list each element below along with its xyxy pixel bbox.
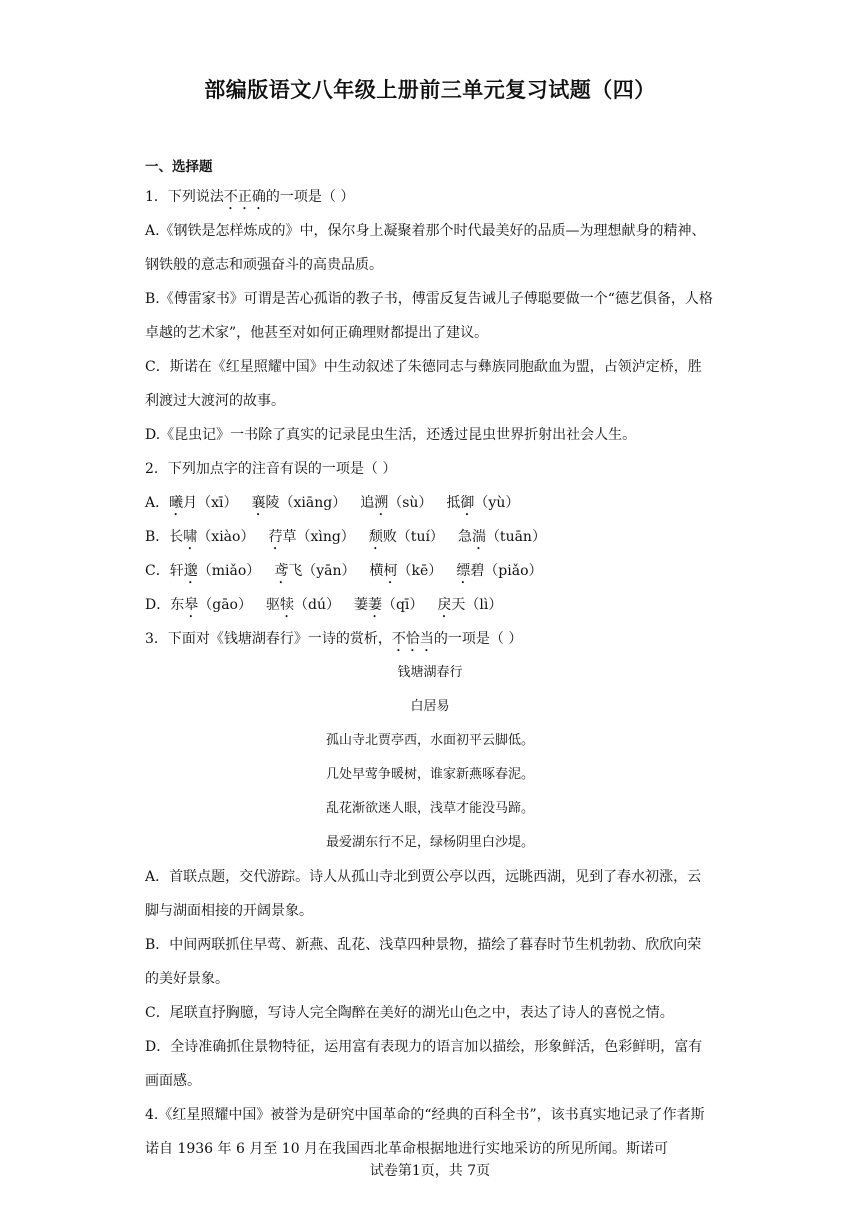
dotted-character: 颓 xyxy=(368,529,383,545)
poem-author: 白居易 xyxy=(410,699,450,714)
option-label: C． xyxy=(145,563,170,579)
pinyin-item: 轩邈（miǎo） xyxy=(169,563,261,579)
question-3-stem: 3．下面对《钱塘湖春行》一诗的赏析，不恰当的一项是（ ） xyxy=(145,631,523,647)
pinyin-item: 缥碧（piǎo） xyxy=(456,563,543,579)
exam-content xyxy=(145,154,715,1166)
dotted-character: 襄 xyxy=(251,495,266,511)
pinyin-item: 荇草（xìng） xyxy=(268,529,355,545)
pinyin-item: 曦月（xī） xyxy=(169,495,238,511)
dotted-character: 邈 xyxy=(183,563,198,579)
pinyin-item: 鸢飞（yān） xyxy=(274,563,356,579)
dotted-character: 鸢 xyxy=(274,563,289,579)
pinyin-item: 抵御（yù） xyxy=(446,495,520,511)
poem-line: 孤山寺北贾亭西，水面初平云脚低。 xyxy=(325,733,534,748)
question-1-option-b: B.《傅雷家书》可谓是苦心孤诣的教子书，傅雷反复告诫儿子傅聪要做一个“德艺俱备，人格卓越的艺术家”，他甚至对如何正确理财都提出了建议。 xyxy=(145,291,713,341)
dotted-character: 曦 xyxy=(169,495,184,511)
pinyin-item: 颓败（tuí） xyxy=(368,529,444,545)
dotted-character: 啸 xyxy=(183,529,198,545)
pinyin-item: 急湍（tuān） xyxy=(457,529,546,545)
pinyin-item: 驱犊（dú） xyxy=(265,597,340,613)
pinyin-item: 追溯（sù） xyxy=(360,495,433,511)
question-3-option-c: C．尾联直抒胸臆，写诗人完全陶醉在美好的湖光山色之中，表达了诗人的喜悦之情。 xyxy=(145,1005,674,1021)
question-3-option-a: A．首联点题，交代游踪。诗人从孤山寺北到贾公亭以西，远眺西湖，见到了春水初涨，云脚与湖面相接的开阔景象。 xyxy=(145,869,702,919)
dotted-character: 犊 xyxy=(279,597,294,613)
dotted-character: 皋 xyxy=(184,597,199,613)
question-3-option-b: B．中间两联抓住早莺、新燕、乱花、浅草四种景物，描绘了暮春时节生机勃勃、欣欣向荣的美好景象。 xyxy=(145,937,702,987)
question-2-option-a xyxy=(145,486,715,520)
dotted-character: 湍 xyxy=(471,529,486,545)
section-heading: 一、选择题 xyxy=(145,159,213,175)
dotted-character: 萋 xyxy=(367,597,382,613)
question-2-option-d xyxy=(145,588,715,622)
dotted-character: 荇 xyxy=(268,529,283,545)
emphasis-text: 不正确 xyxy=(223,189,266,205)
question-1-option-d: D.《昆虫记》一书除了真实的记录昆虫生活，还透过昆虫世界折射出社会人生。 xyxy=(145,427,637,443)
dotted-character: 柯 xyxy=(383,563,398,579)
option-label: B． xyxy=(145,529,170,545)
question-1-option-a: A.《钢铁是怎样炼成的》中，保尔身上凝聚着那个时代最美好的品质—为理想献身的精神、钢铁般的意志和顽强奋斗的高贵品质。 xyxy=(145,223,706,273)
pinyin-item: 长啸（xiào） xyxy=(169,529,255,545)
question-3-option-d: D．全诗准确抓住景物特征，运用富有表现力的语言加以描绘，形象鲜活，色彩鲜明，富有画面感。 xyxy=(145,1039,703,1089)
poem-title: 钱塘湖春行 xyxy=(397,665,463,680)
emphasis-text: 不恰当 xyxy=(391,631,434,647)
question-1-stem: 1．下列说法不正确的一项是（ ） xyxy=(145,189,355,205)
poem-line: 几处早莺争暖树，谁家新燕啄春泥。 xyxy=(325,767,534,782)
pinyin-item: 东皋（gāo） xyxy=(170,597,252,613)
question-1-option-c: C．斯诺在《红星照耀中国》中生动叙述了朱德同志与彝族同胞歃血为盟，占领泸定桥，胜利渡过大渡河的故事。 xyxy=(145,359,702,409)
option-label: A． xyxy=(145,495,170,511)
pinyin-item: 萋萋（qī） xyxy=(353,597,424,613)
poem-line: 最爱湖东行不足，绿杨阴里白沙堤。 xyxy=(325,835,534,850)
question-4-text: 4.《红星照耀中国》被誉为是研究中国革命的“经典的百科全书”，该书真实地记录了作者斯诺自 1936 年 6 月至 10 月在我国西北革命根据地进行实地采访的所见所闻。斯诺可 xyxy=(145,1107,705,1157)
dotted-character: 御 xyxy=(460,495,475,511)
pinyin-item: 襄陵（xiāng） xyxy=(251,495,347,511)
page-title: 部编版语文八年级上册前三单元复习试题（四） xyxy=(204,78,656,102)
question-2-option-b xyxy=(145,520,715,554)
pinyin-item: 横柯（kē） xyxy=(369,563,443,579)
page-footer: 试卷第1页，共 7页 xyxy=(369,1163,491,1179)
dotted-character: 溯 xyxy=(374,495,389,511)
question-2-option-c xyxy=(145,554,715,588)
question-2-stem: 2．下列加点字的注音有误的一项是（ ） xyxy=(145,461,397,477)
poem-line: 乱花渐欲迷人眼，浅草才能没马蹄。 xyxy=(325,801,534,816)
dotted-character: 缥 xyxy=(456,563,471,579)
dotted-character: 戾 xyxy=(437,597,452,613)
option-label: D． xyxy=(145,597,171,613)
pinyin-item: 戾天（lì） xyxy=(437,597,503,613)
